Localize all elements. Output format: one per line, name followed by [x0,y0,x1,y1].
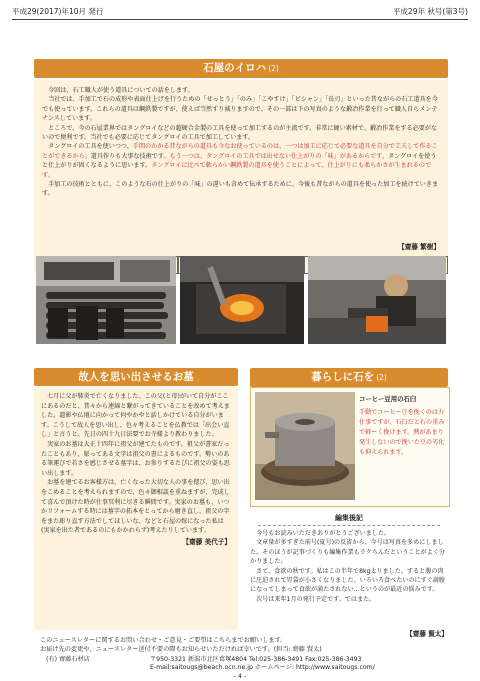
kojin-title: 故人を思い出させるお墓 [78,371,194,383]
irohe-body [42,86,442,199]
irohe-panel [34,80,448,272]
emphasis-text: 手間のかかる昔ながらの道具も今なお使っているのは、一つは加工に応じて必要な道具を自分で工夫して作ることができるから。 [42,143,438,160]
irohe-signature: 【齋藤 繁樹】 [398,243,440,251]
editor-signature: 【齋藤 賢太】 [406,630,448,638]
kojin-signature: 【齋藤 美代子】 [182,537,231,546]
body-text: 当社では、手加工で石の成形や表面仕上げを行うための「せっとう」「のみ」「こやすけ」「ビシャン」「長刃」といった昔ながらの石工道具を今でも使っています。これらの道具は鋼鉄製ですが、使えば当然すり減りますので、その一部は下の写真のような鍛冶作業を行って職人自らメンテナンスしています。 [42,96,438,123]
body-text: 手加工の技術とともに、このような石の仕上がりの「味」の違いも含めて伝承するために、今後も昔ながらの道具を使った加工を続けていきます。 [42,181,439,198]
kurashi-panel [250,387,450,507]
footer-company: (有) 齋藤石材店 [46,656,90,663]
header-divider [12,19,468,20]
footer-note-2: お届け先の変更や、ニュースレター送付不要の際もお知らせいただければ幸いです。(担当: 齋藤 賢太) [40,646,322,653]
emphasis-text: タングロイに比べて軟らかい鋼鉄製の道具を使うことによって、仕上がりにも柔らかさが生まれるのです。 [42,162,432,179]
footer-email[interactable]: E-mail:saitougs@beach.ocn.ne.jp ホームページ: http://www.saitougs.com/ [150,664,375,671]
irohe-number: (2) [268,64,279,73]
tools-photo-row [36,256,446,344]
photo-craftsman-image [308,256,446,344]
issue-number: 平成29年 秋号(第3号) [392,7,468,16]
kurashi-title-band [250,368,448,387]
footer-address: 〒950-3321 新潟市北区葛塚4804 Tel:025-386-3491 Fax:025-386-3493 [150,656,362,663]
irohe-title: 石屋のイロハ [203,62,267,74]
kojin-paragraph: 七月に父が肺炎で亡くなりました。この父(と母)がいて自分がここにあるのだと、昔々から連綿と繋がってきていることを改めて考えました。遺影や仏壇に向かって何やかやと話しかけている自分がいます。こうして故人を思い出し、色々考えることを仏教では「出会い直し」と言うと、先日の四十九日法要でお寺様より教わりました。 [41,393,230,439]
irohe-paragraph [42,95,442,123]
emphasis-text: もう一つは、タングロイの工具では出せない仕上がりの「味」があるからです。 [169,152,389,160]
kojin-title-band [34,368,238,386]
body-text: ところで、今の石屋業界ではタングロイなどの超硬合金製の工具を使って加工するのが主流です。非常に硬い素材で、鍛冶作業をする必要がないので便利です。当社でも必要に応じてタングロイの工具で加工しています。 [42,124,437,142]
editor-paragraph: 文章量が多すぎた前号(夏号)の反省から、今号は写真を多めにしました。そのほうが記事づくりも編集作業もラクちんだということがよく分かりました。 [250,539,445,566]
photo-forge-image [180,256,304,344]
kurashi-item-text: 手動でコーヒー豆を挽くのは力仕事ですが、石臼だと石の重みで軽ーく挽けます。熱があまり発生しないので挽いた豆の劣化も抑えられます。 [359,409,445,456]
footer-note-1: このニュースレターに関するお問い合わせ・ご意見・ご要望はこちらまでお願いします。 [40,637,287,644]
irohe-paragraph [42,86,442,95]
kurashi-title: 暮らしに石を [311,371,375,383]
irohe-title-band [34,59,448,78]
issue-date: 平成29(2017)年10月 発行 [12,7,104,16]
kojin-paragraph: お墓を建てるお客様方は、亡くなった大切な人の事を偲び、思い出をこめることを考えられますので、色々御相談を重ねますが、完成して喜んで頂けた時が仕事冥利に尽きる瞬間です。実家のお墓も、いつかリフォームする時には墓字の拓本をとってから磨き直し、祖父の字をまた彫り直す方法でしてほしいな、などと石屋の嫁になった私は(実家を出た者であるのにもかかわらず)考えたりしています。 [41,479,230,535]
editor-paragraph: 次号は来年1月の発行予定です。ではまた。 [256,595,376,603]
editor-title: 編集後記 [335,514,363,522]
editor-body [250,529,448,604]
page-number: - 4 - [233,673,247,680]
kojin-paragraph: 実家のお墓は大正十四年に祖父が建てたものです。祖父が書家だったこともあり、彫ってある文字は祖父の書によるものです。勢いのある筆運びで若さを感じさせる墓字は、お参りするたびに祖父の姿も思い出します。 [41,440,230,477]
body-text: 今回は、石工職人が使う道具についての話をします。 [48,87,194,94]
body-text: 道具作りも大事な技術です。 [90,152,170,160]
editor-divider [258,525,440,526]
irohe-paragraph [42,180,442,199]
body-text: タングロイの工具を使いつつ、 [48,143,133,151]
editor-paragraph: 今号もお読みいただきありがとうございました。 [256,530,391,537]
photo-tools-image [36,256,176,344]
kojin-body [41,392,231,548]
irohe-paragraph [42,124,442,143]
kojin-panel [34,387,238,630]
irohe-paragraph [42,142,442,180]
kurashi-item-title: コーヒー豆用の石臼 [359,395,417,403]
kurashi-number: (2) [376,373,387,382]
stone-mill-photo [255,392,355,500]
editor-paragraph: さて、食欲の秋です。私はこの半年で8kg太りました。すると腹の肉に圧迫されて胃袋が小さくなりました。いろいろ食べたいのにすぐ満腹になってしまって食欲が満たされない…というのが最近の悩みです。 [250,567,445,594]
body-text: タングロイを使うと仕上がりが固くなるように思います。 [42,152,437,170]
